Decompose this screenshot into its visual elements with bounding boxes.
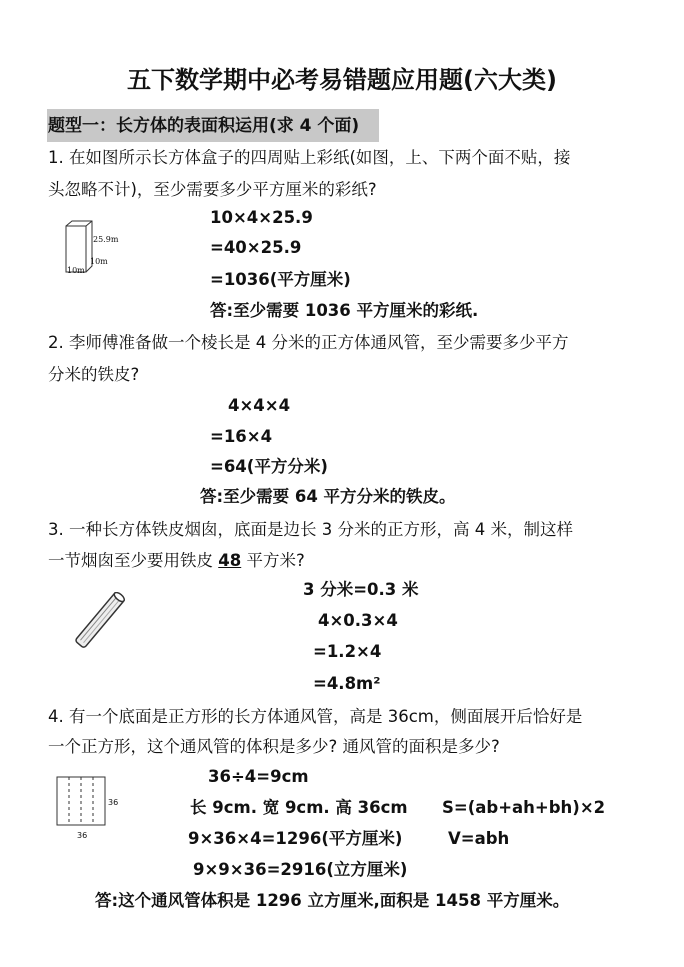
- q2-calc-2: =16×4: [210, 427, 273, 446]
- q1-text-line-2: 头忽略不计)，至少需要多少平方厘米的彩纸?: [48, 180, 377, 199]
- q4-calc-2: 长 9cm. 宽 9cm. 高 36cm: [190, 798, 408, 817]
- fig1-width-label: 10m: [67, 266, 85, 275]
- q3-text-line-1: 3. 一种长方体铁皮烟囱，底面是边长 3 分米的正方形，高 4 米，制这样: [48, 520, 573, 539]
- page-title: 五下数学期中必考易错题应用题(六大类): [127, 66, 557, 94]
- q3-calc-2: 4×0.3×4: [318, 611, 398, 630]
- q3-answer-blank: 48: [218, 551, 242, 570]
- fig1-depth-label: 10m: [90, 257, 108, 266]
- q2-answer: 答:至少需要 64 平方分米的铁皮。: [200, 487, 456, 506]
- q1-calc-3: =1036(平方厘米): [210, 270, 351, 289]
- q2-text-line-1: 2. 李师傅准备做一个棱长是 4 分米的正方体通风管，至少需要多少平方: [48, 333, 569, 352]
- q3-text-line-2: [48, 550, 305, 572]
- q4-calc-4: 9×9×36=2916(立方厘米): [193, 860, 408, 879]
- q2-calc-3: =64(平方分米): [210, 457, 328, 476]
- q3-calc-3: =1.2×4: [313, 642, 382, 661]
- q3-text-pre: 一节烟囱至少要用铁皮: [48, 551, 219, 570]
- q1-text-line-1: 1. 在如图所示长方体盒子的四周贴上彩纸(如图，上、下两个面不贴，接: [48, 148, 571, 167]
- q2-text-line-2: 分米的铁皮?: [48, 365, 140, 384]
- unfolded-square-figure: [56, 776, 108, 828]
- q4-answer: 答:这个通风管体积是 1296 立方厘米,面积是 1458 平方厘米。: [95, 891, 570, 910]
- q4-calc-1: 36÷4=9cm: [208, 767, 309, 786]
- q3-text-post: 平方米?: [241, 551, 305, 570]
- q4-text-line-1: 4. 有一个底面是正方形的长方体通风管，高是 36cm，侧面展开后恰好是: [48, 707, 583, 726]
- chimney-pipe-figure: [70, 592, 130, 648]
- q1-calc-1: 10×4×25.9: [210, 208, 313, 227]
- q4-text-line-2: 一个正方形，这个通风管的体积是多少? 通风管的面积是多少?: [48, 737, 500, 756]
- q4-formula-surface: S=(ab+ah+bh)×2: [442, 798, 606, 817]
- fig4-side-label: 36: [108, 798, 119, 807]
- q3-calc-1: 3 分米=0.3 米: [303, 580, 419, 599]
- q1-calc-2: =40×25.9: [210, 238, 302, 257]
- q4-calc-3: 9×36×4=1296(平方厘米): [188, 829, 403, 848]
- section-heading: 题型一：长方体的表面积运用(求 4 个面): [48, 116, 360, 136]
- q3-calc-4: =4.8m²: [313, 674, 381, 693]
- q1-answer: 答:至少需要 1036 平方厘米的彩纸.: [210, 301, 479, 320]
- q4-formula-volume: V=abh: [448, 829, 510, 848]
- fig1-height-label: 25.9m: [93, 235, 119, 244]
- fig4-bottom-label: 36: [77, 831, 88, 840]
- q2-calc-1: 4×4×4: [228, 396, 291, 415]
